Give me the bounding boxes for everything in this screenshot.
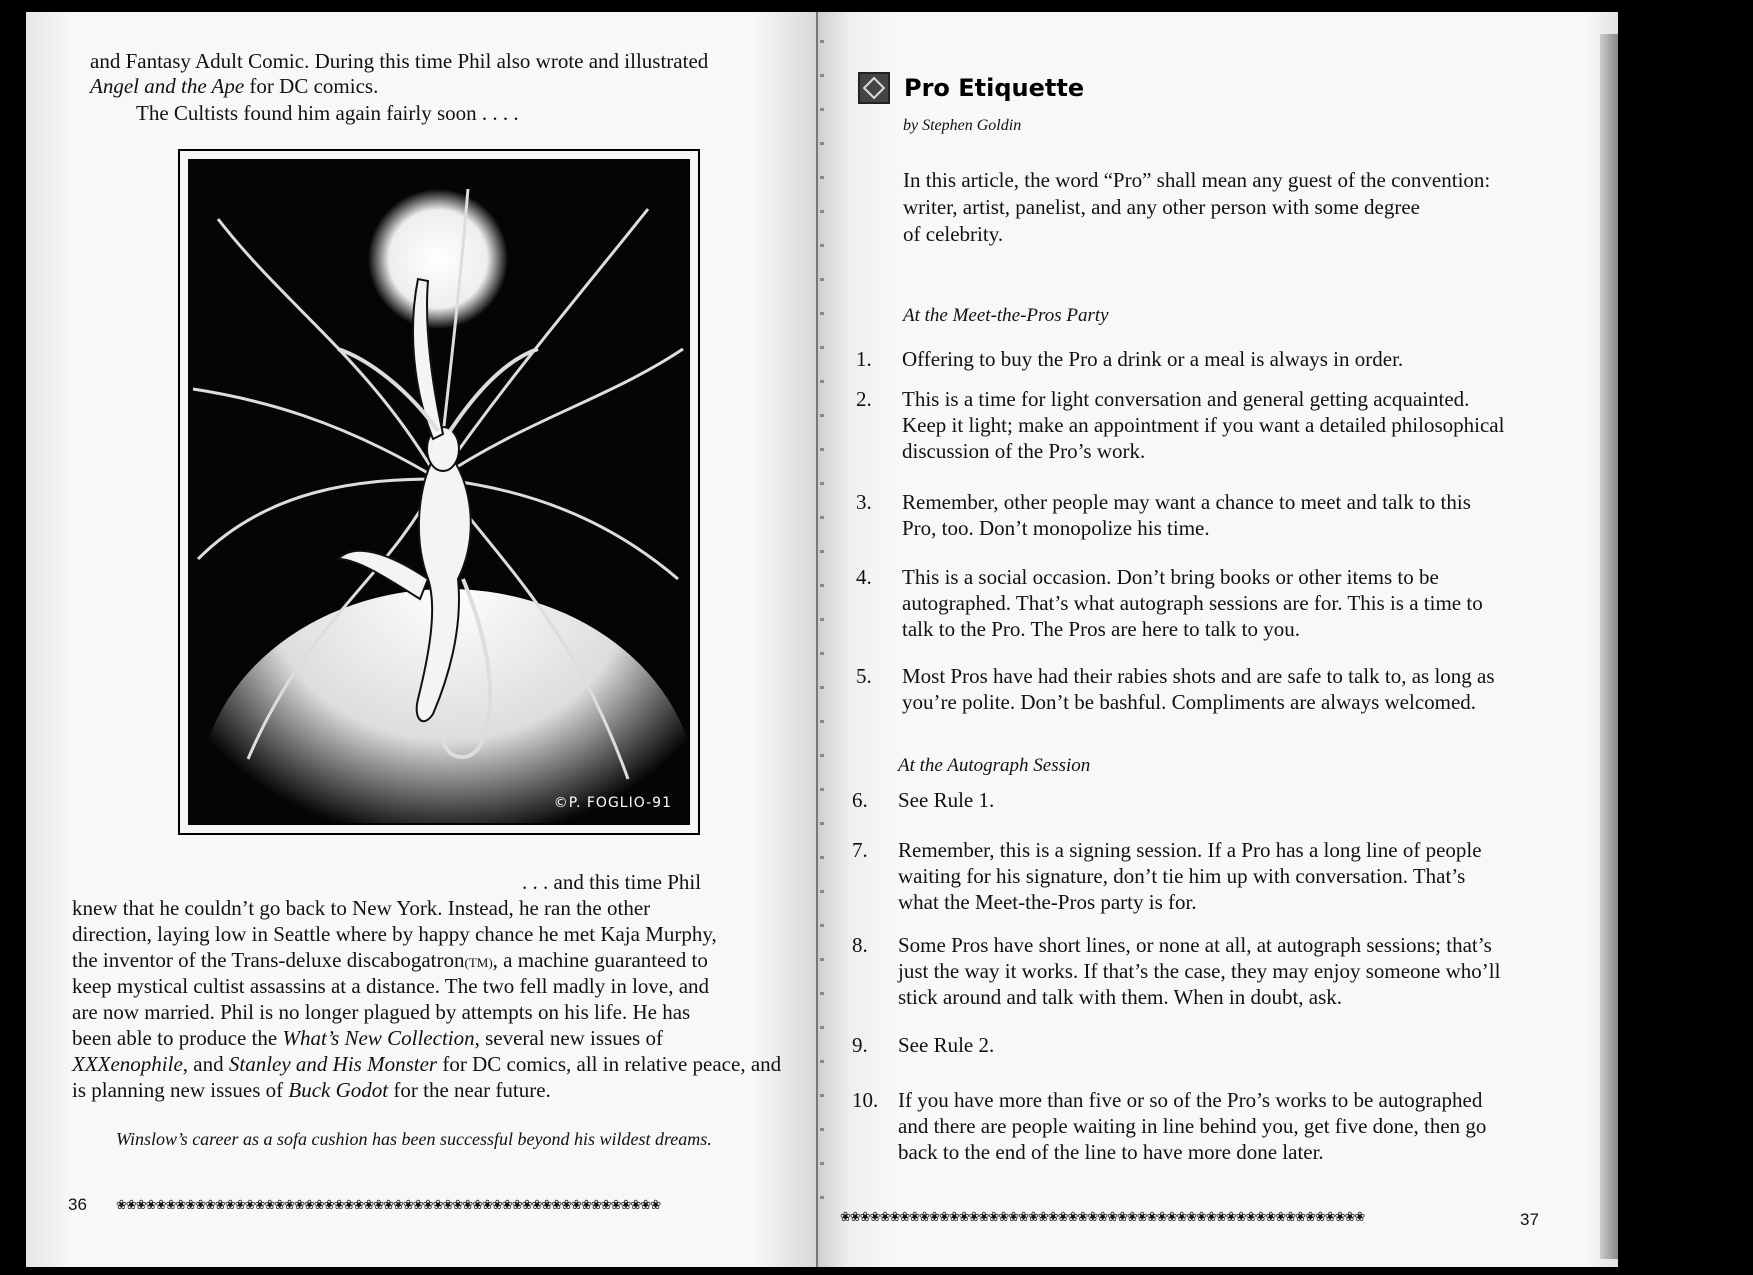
rules-list-autograph bbox=[852, 787, 1552, 1187]
rule-number: 5. bbox=[856, 664, 872, 688]
rule-line: talk to the Pro. The Pros are here to talk to you. bbox=[902, 617, 1300, 641]
rule-line: what the Meet-the-Pros party is for. bbox=[898, 890, 1197, 914]
book-title: Angel and the Ape bbox=[90, 74, 245, 98]
rule-line: back to the end of the line to have more done later. bbox=[898, 1140, 1324, 1164]
ornamental-border: ❀❀❀❀❀❀❀❀❀❀❀❀❀❀❀❀❀❀❀❀❀❀❀❀❀❀❀❀❀❀❀❀❀❀❀❀❀❀❀❀❀❀❀❀❀❀❀❀❀❀❀❀❀❀❀ bbox=[116, 1199, 661, 1213]
text-span: the inventor of the Trans-deluxe discabogatron bbox=[72, 948, 465, 972]
illustration bbox=[188, 159, 690, 825]
text-line bbox=[72, 947, 708, 976]
rule-number: 6. bbox=[852, 788, 868, 812]
rules-list-party bbox=[856, 346, 1556, 726]
text-span: , and bbox=[182, 1052, 229, 1076]
rule-number: 2. bbox=[856, 387, 872, 411]
rule-line: If you have more than five or so of the Pro’s works to be autographed bbox=[898, 1088, 1483, 1112]
right-page-edge bbox=[1600, 34, 1618, 1259]
text-line bbox=[90, 73, 378, 100]
text-span: is planning new issues of bbox=[72, 1078, 289, 1102]
rule-line: just the way it works. If that’s the case, they may enjoy someone who’ll bbox=[898, 959, 1501, 983]
rule-line: stick around and talk with them. When in doubt, ask. bbox=[898, 985, 1343, 1009]
article-title: Pro Etiquette bbox=[904, 74, 1085, 102]
ornamental-border: ❀❀❀❀❀❀❀❀❀❀❀❀❀❀❀❀❀❀❀❀❀❀❀❀❀❀❀❀❀❀❀❀❀❀❀❀❀❀❀❀❀❀❀❀❀❀❀❀❀❀❀❀❀ bbox=[840, 1211, 1365, 1225]
rule-number: 3. bbox=[856, 490, 872, 514]
text-span: for DC comics. bbox=[244, 74, 379, 98]
rule-line: you’re polite. Don’t be bashful. Compliments are always welcomed. bbox=[902, 690, 1477, 714]
rule-line: Remember, this is a signing session. If a Pro has a long line of people bbox=[898, 838, 1482, 862]
rule-number: 9. bbox=[852, 1033, 868, 1057]
text-span: been able to produce the bbox=[72, 1026, 283, 1050]
text-line: . . . and this time Phil bbox=[522, 870, 702, 894]
text-line bbox=[72, 1077, 551, 1104]
section-heading: At the Autograph Session bbox=[898, 755, 1091, 776]
text-span: , a machine guaranteed to bbox=[492, 948, 708, 972]
rule-line: waiting for his signature, don’t tie him up with conversation. That’s bbox=[898, 864, 1466, 888]
text-line: knew that he couldn’t go back to New York. Instead, he ran the other bbox=[72, 896, 651, 920]
rule-line: Remember, other people may want a chance to meet and talk to this bbox=[902, 490, 1471, 514]
illustration-frame bbox=[178, 149, 700, 835]
text-line: are now married. Phil is no longer plagued by attempts on his life. He has bbox=[72, 1000, 691, 1024]
rule-line: See Rule 2. bbox=[898, 1033, 995, 1057]
byline: by Stephen Goldin bbox=[903, 117, 1022, 134]
rule-number: 8. bbox=[852, 933, 868, 957]
rule-line: Keep it light; make an appointment if you want a detailed philosophical bbox=[902, 413, 1505, 437]
text-line bbox=[72, 1025, 663, 1052]
rule-line: Most Pros have had their rabies shots and are safe to talk to, as long as bbox=[902, 664, 1495, 688]
text-line: The Cultists found him again fairly soon . . . . bbox=[136, 101, 519, 125]
rule-line: Pro, too. Don’t monopolize his time. bbox=[902, 516, 1210, 540]
text-line: keep mystical cultist assassins at a distance. The two fell madly in love, and bbox=[72, 974, 710, 998]
text-line: In this article, the word “Pro” shall mean any guest of the convention: bbox=[903, 168, 1491, 192]
rule-line: See Rule 1. bbox=[898, 788, 995, 812]
rule-line: and there are people waiting in line behind you, get five done, then go bbox=[898, 1114, 1487, 1138]
book-title: What’s New Collection bbox=[282, 1026, 475, 1050]
ornament-icon bbox=[858, 72, 890, 104]
page-number: 37 bbox=[1520, 1210, 1539, 1229]
text-line: of celebrity. bbox=[903, 222, 1004, 246]
text-line: and Fantasy Adult Comic. During this time Phil also wrote and illustrated bbox=[90, 49, 709, 73]
caption: Winslow’s career as a sofa cushion has been successful beyond his wildest dreams. bbox=[116, 1129, 712, 1149]
book-title: Stanley and His Monster bbox=[228, 1052, 438, 1076]
rule-number: 1. bbox=[856, 347, 872, 371]
article-heading bbox=[858, 72, 1084, 104]
rule-line: Offering to buy the Pro a drink or a meal is always in order. bbox=[902, 347, 1404, 371]
text-line: direction, laying low in Seattle where by happy chance he met Kaja Murphy, bbox=[72, 922, 717, 946]
demon-figure-art bbox=[188, 159, 688, 823]
text-line: writer, artist, panelist, and any other person with some degree bbox=[903, 195, 1421, 219]
rule-line: discussion of the Pro’s work. bbox=[902, 439, 1146, 463]
text-line bbox=[72, 1051, 781, 1078]
text-span: , several new issues of bbox=[474, 1026, 663, 1050]
rule-line: This is a time for light conversation and general getting acquainted. bbox=[902, 387, 1470, 411]
text-span: for the near future. bbox=[388, 1078, 551, 1102]
rule-number: 7. bbox=[852, 838, 868, 862]
text-span: for DC comics, all in relative peace, and bbox=[437, 1052, 782, 1076]
rule-number: 4. bbox=[856, 565, 872, 589]
binding-stitch bbox=[820, 40, 824, 1230]
rule-line: Some Pros have short lines, or none at all, at autograph sessions; that’s bbox=[898, 933, 1492, 957]
rule-line: This is a social occasion. Don’t bring books or other items to be bbox=[902, 565, 1439, 589]
trademark-mark: (TM) bbox=[464, 955, 493, 970]
rule-number: 10. bbox=[852, 1088, 879, 1112]
section-heading: At the Meet-the-Pros Party bbox=[903, 305, 1109, 326]
artist-signature: ©P. FOGLIO-91 bbox=[553, 795, 672, 811]
page-number: 36 bbox=[68, 1195, 87, 1214]
rule-line: autographed. That’s what autograph sessions are for. This is a time to bbox=[902, 591, 1483, 615]
book-title: XXXenophile bbox=[72, 1052, 183, 1076]
book-title: Buck Godot bbox=[288, 1078, 389, 1102]
